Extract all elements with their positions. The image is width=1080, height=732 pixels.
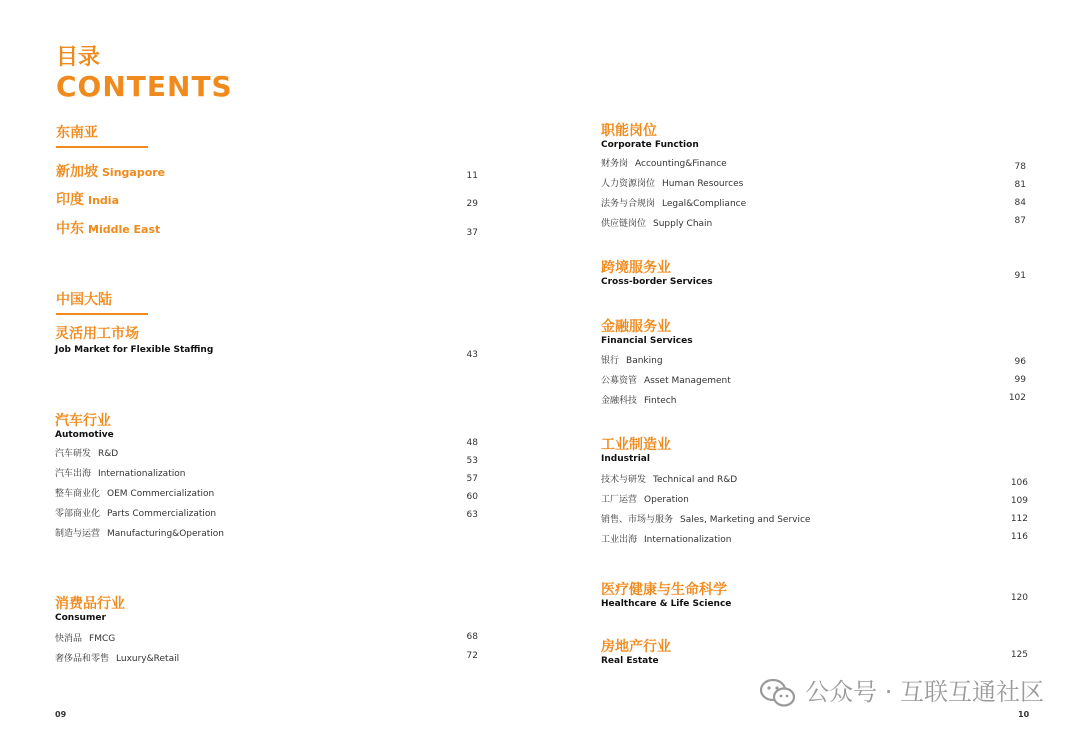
page-number: 37: [466, 228, 478, 238]
toc-item-india[interactable]: 印度 India: [56, 192, 119, 208]
section-subtitle: Financial Services: [601, 336, 693, 346]
page-number: 68: [466, 632, 478, 642]
toc-subitem[interactable]: 银行 Banking: [601, 356, 663, 366]
region-underline: [56, 146, 148, 148]
section-subtitle: Corporate Function: [601, 140, 699, 150]
page-footer-number: 09: [55, 710, 67, 719]
page-number: 125: [1010, 650, 1028, 660]
toc-subitem[interactable]: 金融科技 Fintech: [601, 396, 677, 406]
toc-subitem[interactable]: 工厂运营 Operation: [601, 495, 689, 505]
page-number: 87: [1014, 216, 1026, 226]
page-number: 116: [1010, 532, 1028, 542]
toc-subitem[interactable]: 零部商业化 Parts Commercialization: [55, 509, 217, 519]
page-number: 102: [1008, 393, 1026, 403]
page-number: 112: [1010, 514, 1028, 524]
toc-title-cn: 目录: [56, 45, 101, 70]
page-number: 29: [466, 199, 478, 209]
page-number: 57: [466, 474, 478, 484]
page-number: 81: [1014, 180, 1026, 190]
watermark: [759, 672, 1044, 708]
section-title-automotive[interactable]: 汽车行业: [55, 413, 111, 429]
toc-subitem[interactable]: 公募资管 Asset Management: [601, 376, 731, 386]
toc-subitem[interactable]: 工业出海 Internationalization: [601, 535, 732, 545]
section-title-industrial[interactable]: 工业制造业: [601, 437, 671, 453]
watermark-text: 公众号 · 互联互通社区: [805, 678, 1044, 706]
section-title-financial[interactable]: 金融服务业: [601, 319, 671, 335]
page-number: 48: [466, 438, 478, 448]
page-number: 84: [1014, 198, 1026, 208]
section-subtitle: Automotive: [55, 430, 114, 440]
section-title-healthcare[interactable]: 医疗健康与生命科学: [601, 582, 727, 598]
page-number: 72: [466, 651, 478, 661]
toc-item-middle-east[interactable]: 中东 Middle East: [56, 221, 161, 237]
toc-subitem[interactable]: 财务岗 Accounting&Finance: [601, 159, 727, 169]
section-subtitle: Cross-border Services: [601, 277, 713, 287]
toc-subitem[interactable]: 整车商业化 OEM Commercialization: [55, 489, 215, 499]
section-title-consumer[interactable]: 消费品行业: [55, 596, 125, 612]
page-number: 96: [1014, 357, 1026, 367]
toc-subitem[interactable]: 汽车研发 R&D: [55, 449, 119, 459]
section-subtitle: Industrial: [601, 454, 650, 464]
section-subtitle: Consumer: [55, 613, 106, 623]
toc-subitem[interactable]: 销售、市场与服务 Sales, Marketing and Service: [601, 515, 811, 525]
toc-subitem[interactable]: 法务与合规岗 Legal&Compliance: [601, 199, 747, 209]
page-number: 43: [466, 350, 478, 360]
region-underline: [56, 313, 148, 315]
page-number: 120: [1010, 593, 1028, 603]
section-subtitle: Real Estate: [601, 656, 659, 666]
toc-subitem[interactable]: 人力资源岗位 Human Resources: [601, 179, 744, 189]
toc-subitem[interactable]: 制造与运营 Manufacturing&Operation: [55, 529, 224, 539]
toc-subitem[interactable]: 快消品 FMCG: [55, 634, 116, 644]
region-china-mainland: 中国大陆: [56, 292, 112, 308]
section-title-corporate-function[interactable]: 职能岗位: [601, 123, 657, 139]
section-title-cross-border[interactable]: 跨境服务业: [601, 260, 671, 276]
page-footer-number: 10: [1018, 710, 1030, 719]
toc-title-en: CONTENTS: [56, 70, 233, 103]
section-subtitle: Job Market for Flexible Staffing: [55, 345, 214, 355]
toc-item-singapore[interactable]: 新加坡 Singapore: [56, 164, 166, 180]
page-number: 91: [1014, 271, 1026, 281]
region-southeast-asia: 东南亚: [56, 125, 98, 141]
toc-subitem[interactable]: 奢侈品和零售 Luxury&Retail: [55, 654, 180, 664]
page-number: 99: [1014, 375, 1026, 385]
page-number: 109: [1010, 496, 1028, 506]
page-number: 78: [1014, 162, 1026, 172]
page-number: 106: [1010, 478, 1028, 488]
page-number: 53: [466, 456, 478, 466]
page-number: 11: [466, 171, 478, 181]
toc-subitem[interactable]: 汽车出海 Internationalization: [55, 469, 186, 479]
page-number: 60: [466, 492, 478, 502]
wechat-icon: [759, 678, 797, 708]
section-title-flexible-staffing[interactable]: 灵活用工市场: [55, 326, 139, 342]
toc-subitem[interactable]: 供应链岗位 Supply Chain: [601, 219, 713, 229]
page-number: 63: [466, 510, 478, 520]
section-title-real-estate[interactable]: 房地产行业: [601, 639, 671, 655]
section-subtitle: Healthcare & Life Science: [601, 599, 732, 609]
toc-subitem[interactable]: 技术与研发 Technical and R&D: [601, 475, 738, 485]
